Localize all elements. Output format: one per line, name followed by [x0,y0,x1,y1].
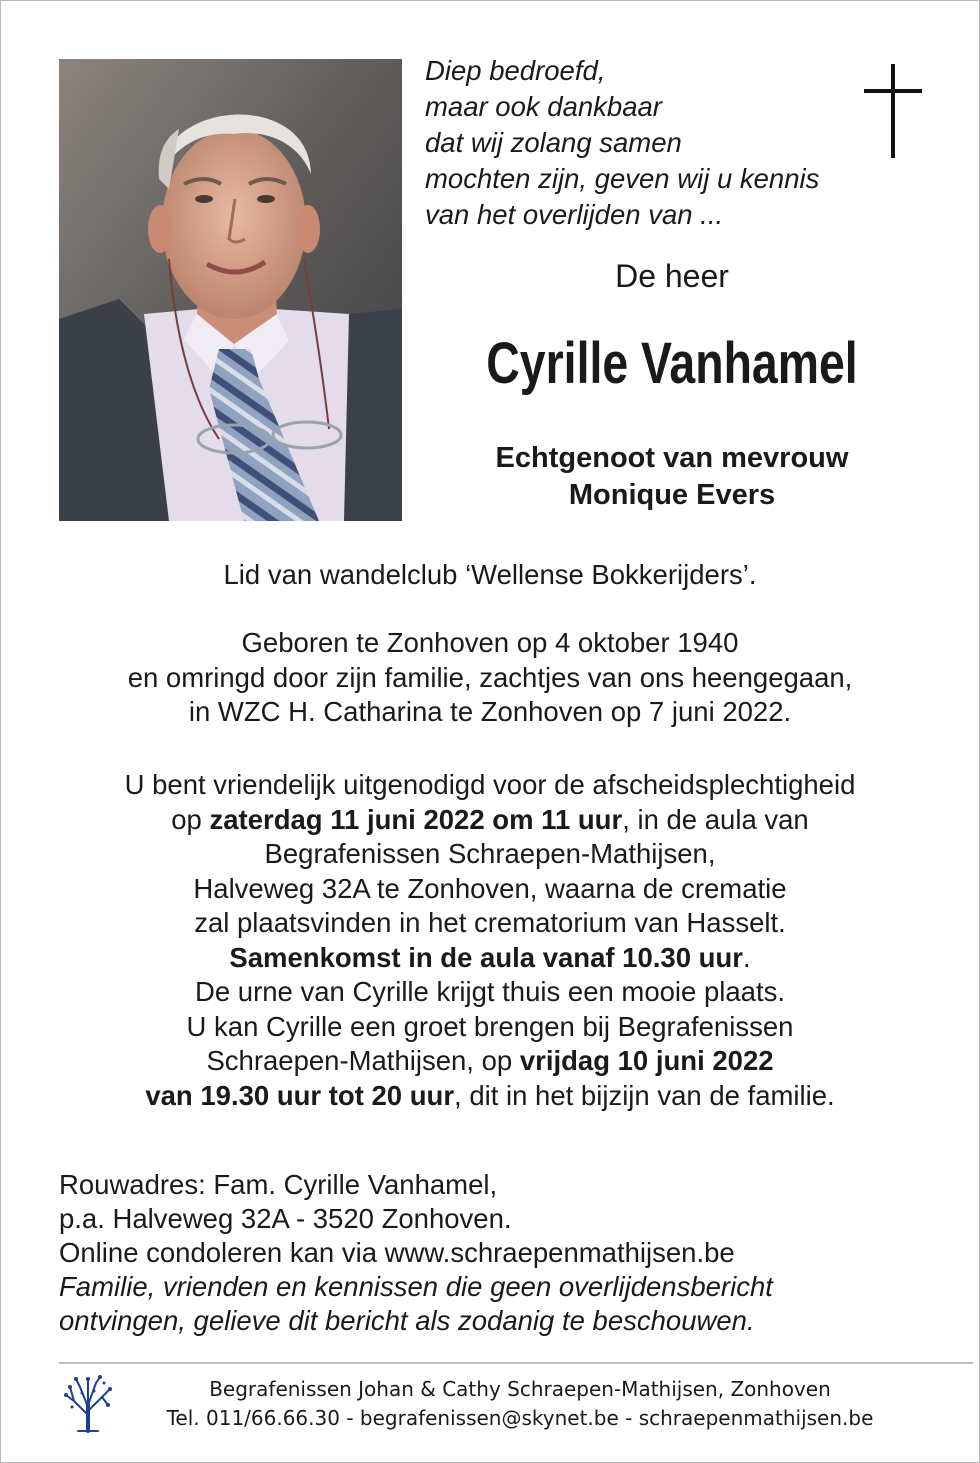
footer-divider [59,1362,973,1364]
intro-line: maar ook dankbaar [425,91,662,122]
club-membership [40,558,940,593]
funeral-home-contact: Tel. 011/66.66.30 - begrafenissen@skynet.be - schraepenmathijsen.be [166,1406,874,1430]
intro-line: mochten zijn, geven wij u kennis [425,163,820,194]
notice-line: ontvingen, gelieve dit bericht als zodanig te beschouwen. [59,1305,755,1336]
ceremony-line: Begrafenissen Schraepen-Mathijsen, [264,838,716,869]
text-span: , dit in het bijzijn van de familie. [454,1079,835,1111]
spouse-line: Echtgenoot van mevrouw [495,442,849,474]
intro-line: van het overlijden van ... [425,199,724,230]
text-span: Schraepen-Mathijsen, op [206,1045,520,1076]
ceremony-line [40,803,940,838]
cross-icon [864,64,922,158]
gathering-time: Samenkomst in de aula vanaf 10.30 uur [229,941,743,973]
intro-line: dat wij zolang samen [425,127,682,158]
mourning-address [59,1168,939,1338]
death-line: en omringd door zijn familie, zachtjes van ons heengegaan, [127,661,853,693]
spouse-info [430,440,914,514]
death-place-line: in WZC H. Catharina te Zonhoven op 7 juni 2022. [188,696,792,727]
ceremony-line [40,1079,940,1114]
ceremony-date: zaterdag 11 juni 2022 om 11 uur [209,803,623,835]
spouse-line: Monique Evers [568,479,776,511]
condolence-line: Online condoleren kan via www.schraepenmathijsen.be [59,1237,735,1268]
funeral-home-footer [120,1375,920,1433]
birth-line: Geboren te Zonhoven op 4 oktober 1940 [241,627,739,658]
club-line: Lid van wandelclub ‘Wellense Bokkerijders’. [223,559,757,590]
ceremony-line: De urne van Cyrille krijgt thuis een mooie plaats. [194,976,785,1007]
deceased-name: Cyrille Vanhamel [486,331,858,396]
ceremony-line: zal plaatsvinden in het crematorium van Hasselt. [194,907,786,938]
notice-line: Familie, vrienden en kennissen die geen overlijdensbericht [59,1271,773,1302]
portrait-photo [59,59,402,521]
ceremony-line: U bent vriendelijk uitgenodigd voor de afscheidsplechtigheid [124,769,856,800]
ceremony-line: Halveweg 32A te Zonhoven, waarna de crematie [193,872,787,904]
birth-death-info [40,626,940,730]
ceremony-line [40,941,940,976]
address-line: p.a. Halveweg 32A - 3520 Zonhoven. [59,1203,512,1234]
visitation-time: van 19.30 uur tot 20 uur [145,1079,455,1111]
tree-logo-icon [60,1375,116,1433]
intro-line: Diep bedroefd, [425,55,606,86]
ceremony-info [40,768,940,1113]
funeral-home-name: Begrafenissen Johan & Cathy Schraepen-Mathijsen, Zonhoven [209,1377,831,1401]
ceremony-line: U kan Cyrille een groet brengen bij Begrafenissen [186,1010,794,1042]
visitation-date: vrijdag 10 juni 2022 [519,1045,774,1076]
honorific: De heer [615,258,729,294]
text-span: op [171,803,210,835]
ceremony-line [40,1044,940,1079]
text-span: , in de aula van [622,803,809,835]
address-line: Rouwadres: Fam. Cyrille Vanhamel, [59,1169,498,1200]
text-span: . [742,941,751,973]
intro-text [425,53,865,233]
